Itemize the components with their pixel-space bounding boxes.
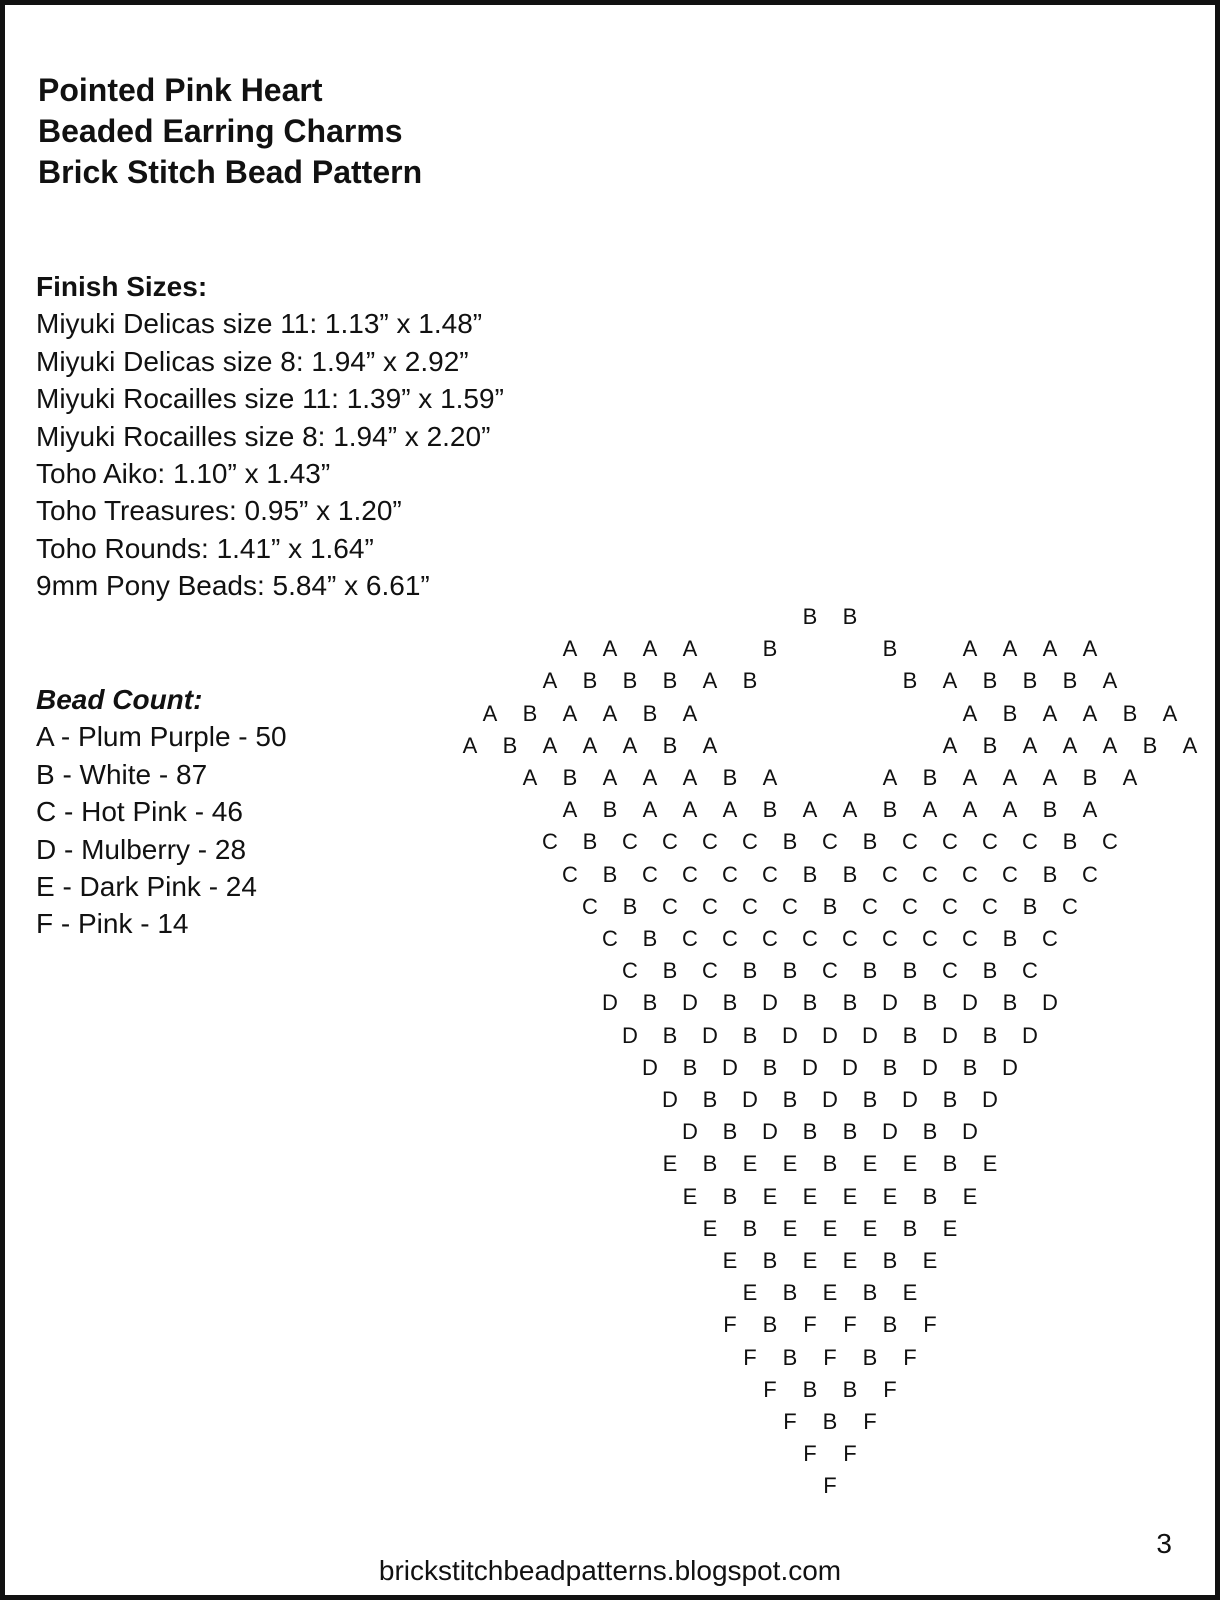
- bead-letter: A: [962, 636, 978, 662]
- bead-letter: B: [862, 829, 878, 855]
- bead-letter: D: [942, 1022, 958, 1048]
- bead-letter: A: [762, 765, 778, 790]
- bead-letter: C: [1102, 829, 1118, 855]
- bead-letter: A: [1122, 765, 1138, 790]
- bead-letter: E: [962, 1183, 978, 1209]
- bead-letter: A: [702, 668, 718, 694]
- bead-letter: E: [782, 1151, 798, 1177]
- bead-letter: A: [602, 700, 618, 726]
- bead-count-item: F - Pink - 14: [36, 908, 189, 940]
- bead-letter: B: [742, 668, 758, 694]
- bead-letter: D: [822, 1022, 838, 1048]
- bead-letter: C: [962, 926, 978, 951]
- bead-letter: A: [942, 732, 958, 758]
- bead-letter: C: [622, 958, 638, 984]
- bead-letter: C: [962, 861, 978, 887]
- bead-letter: D: [802, 1054, 818, 1080]
- bead-letter: D: [762, 990, 778, 1016]
- bead-letter: D: [1022, 1022, 1038, 1048]
- bead-letter: B: [742, 1215, 758, 1241]
- bead-letter: B: [1142, 732, 1158, 758]
- bead-letter: B: [1002, 700, 1018, 726]
- bead-letter: B: [1082, 765, 1098, 790]
- bead-letter: B: [862, 1344, 878, 1370]
- bead-letter: D: [702, 1022, 718, 1048]
- bead-letter: C: [1022, 829, 1038, 855]
- finish-size-item: Toho Aiko: 1.10” x 1.43”: [36, 458, 331, 490]
- bead-letter: B: [842, 861, 858, 887]
- bead-letter: E: [662, 1151, 678, 1177]
- bead-letter: D: [922, 1054, 938, 1080]
- bead-letter: B: [982, 732, 998, 758]
- bead-letter: C: [742, 829, 758, 855]
- bead-letter: C: [662, 893, 678, 919]
- bead-letter: B: [822, 1151, 838, 1177]
- page-number: 3: [1156, 1528, 1172, 1559]
- bead-letter: D: [962, 1119, 978, 1145]
- bead-letter: A: [482, 700, 498, 726]
- bead-letter: E: [802, 1248, 818, 1273]
- bead-letter: B: [882, 797, 898, 823]
- bead-letter: A: [642, 636, 658, 662]
- bead-letter: D: [762, 1119, 778, 1145]
- bead-letter: A: [1042, 636, 1058, 662]
- bead-letter: A: [562, 700, 578, 726]
- bead-letter: A: [542, 732, 558, 758]
- bead-letter: F: [923, 1312, 937, 1338]
- bead-letter: B: [642, 990, 658, 1016]
- bead-letter: D: [862, 1022, 878, 1048]
- bead-letter: B: [982, 958, 998, 984]
- bead-letter: F: [783, 1409, 797, 1434]
- bead-letter: B: [602, 861, 618, 887]
- bead-letter: C: [702, 829, 718, 855]
- bead-letter: B: [922, 1183, 938, 1209]
- bead-letter: B: [1122, 700, 1138, 726]
- bead-letter: B: [662, 958, 678, 984]
- bead-letter: D: [822, 1087, 838, 1112]
- bead-letter: A: [522, 765, 538, 790]
- bead-letter: E: [822, 1215, 838, 1241]
- bead-letter: A: [962, 700, 978, 726]
- bead-letter: C: [642, 861, 658, 887]
- bead-letter: B: [1022, 668, 1038, 694]
- finish-size-item: Toho Rounds: 1.41” x 1.64”: [36, 532, 374, 564]
- bead-letter: C: [842, 926, 858, 951]
- bead-letter: C: [1002, 861, 1018, 887]
- bead-letter: E: [902, 1151, 918, 1177]
- bead-letter: C: [1022, 958, 1038, 984]
- bead-letter: A: [842, 797, 858, 823]
- bead-letter: B: [942, 1151, 958, 1177]
- bead-letter: A: [682, 700, 698, 726]
- bead-letter: C: [822, 829, 838, 855]
- bead-letter: C: [662, 829, 678, 855]
- bead-letter: E: [822, 1280, 838, 1306]
- bead-letter: D: [742, 1087, 758, 1112]
- bead-letter: D: [662, 1087, 678, 1112]
- bead-letter: B: [842, 1119, 858, 1145]
- bead-letter: B: [782, 1344, 798, 1370]
- bead-letter: C: [922, 926, 938, 951]
- bead-letter: C: [742, 893, 758, 919]
- bead-letter: A: [1082, 636, 1098, 662]
- bead-letter: C: [942, 829, 958, 855]
- bead-letter: B: [762, 1248, 778, 1273]
- bead-letter: B: [982, 668, 998, 694]
- bead-letter: B: [582, 829, 598, 855]
- bead-letter: D: [602, 990, 618, 1016]
- bead-letter: B: [1062, 829, 1078, 855]
- bead-letter: C: [882, 926, 898, 951]
- bead-letter: C: [602, 926, 618, 951]
- bead-count-item: B - White - 87: [36, 758, 208, 790]
- bead-letter: B: [662, 732, 678, 758]
- bead-letter: D: [962, 990, 978, 1016]
- bead-letter: F: [763, 1376, 777, 1402]
- bead-letter: C: [1042, 926, 1058, 951]
- bead-letter: A: [682, 636, 698, 662]
- bead-letter: E: [762, 1183, 778, 1209]
- bead-letter: A: [682, 765, 698, 790]
- bead-letter: A: [962, 765, 978, 790]
- bead-letter: E: [722, 1248, 738, 1273]
- bead-letter: A: [1082, 797, 1098, 823]
- bead-letter: A: [542, 668, 558, 694]
- bead-letter: D: [882, 990, 898, 1016]
- bead-letter: B: [862, 1280, 878, 1306]
- bead-letter: E: [862, 1215, 878, 1241]
- bead-letter: B: [902, 958, 918, 984]
- bead-letter: F: [823, 1344, 837, 1370]
- bead-letter: C: [822, 958, 838, 984]
- bead-letter: A: [622, 732, 638, 758]
- bead-letter: A: [1022, 732, 1038, 758]
- bead-letter: A: [722, 797, 738, 823]
- title-line-1: Pointed Pink Heart: [38, 72, 323, 108]
- finish-size-item: Miyuki Delicas size 11: 1.13” x 1.48”: [36, 308, 483, 340]
- bead-letter: C: [722, 926, 738, 951]
- bead-letter: A: [562, 636, 578, 662]
- bead-letter: B: [1002, 926, 1018, 951]
- bead-letter: E: [982, 1151, 998, 1177]
- bead-letter: C: [622, 829, 638, 855]
- bead-letter: B: [782, 1087, 798, 1112]
- bead-letter: B: [722, 765, 738, 790]
- bead-count-heading: Bead Count:: [36, 684, 203, 715]
- bead-letter: B: [742, 1022, 758, 1048]
- bead-letter: B: [822, 1409, 838, 1434]
- bead-letter: B: [702, 1087, 718, 1112]
- bead-letter: B: [902, 1022, 918, 1048]
- bead-letter: B: [662, 668, 678, 694]
- bead-letter: D: [682, 990, 698, 1016]
- bead-letter: C: [902, 829, 918, 855]
- bead-letter: E: [942, 1215, 958, 1241]
- bead-letter: F: [803, 1441, 817, 1467]
- bead-letter: D: [682, 1119, 698, 1145]
- bead-letter: B: [662, 1022, 678, 1048]
- bead-letter: B: [842, 1376, 858, 1402]
- bead-letter: B: [622, 893, 638, 919]
- bead-letter: B: [722, 1183, 738, 1209]
- bead-letter: D: [1002, 1054, 1018, 1080]
- bead-letter: B: [502, 732, 518, 758]
- bead-letter: B: [722, 1119, 738, 1145]
- bead-letter: A: [1042, 765, 1058, 790]
- bead-letter: A: [882, 765, 898, 790]
- bead-letter: B: [742, 958, 758, 984]
- bead-letter: B: [862, 958, 878, 984]
- bead-letter: F: [803, 1312, 817, 1338]
- bead-letter: D: [1042, 990, 1058, 1016]
- finish-size-item: Miyuki Delicas size 8: 1.94” x 2.92”: [36, 345, 469, 377]
- bead-letter: C: [982, 829, 998, 855]
- bead-letter: B: [922, 765, 938, 790]
- bead-letter: B: [802, 1376, 818, 1402]
- bead-letter: A: [702, 732, 718, 758]
- bead-letter: C: [762, 861, 778, 887]
- bead-letter: F: [823, 1473, 837, 1499]
- bead-letter: B: [762, 797, 778, 823]
- bead-letter: E: [882, 1183, 898, 1209]
- bead-letter: C: [882, 861, 898, 887]
- bead-letter: A: [1082, 700, 1098, 726]
- bead-letter: A: [1042, 700, 1058, 726]
- title-line-3: Brick Stitch Bead Pattern: [38, 154, 423, 190]
- bead-letter: B: [622, 668, 638, 694]
- bead-letter: C: [922, 861, 938, 887]
- bead-letter: A: [562, 797, 578, 823]
- bead-letter: B: [582, 668, 598, 694]
- bead-letter: E: [742, 1280, 758, 1306]
- bead-letter: C: [702, 893, 718, 919]
- bead-letter: D: [982, 1087, 998, 1112]
- bead-letter: B: [882, 1054, 898, 1080]
- bead-letter: D: [842, 1054, 858, 1080]
- bead-letter: B: [802, 990, 818, 1016]
- bead-letter: B: [922, 990, 938, 1016]
- bead-letter: D: [882, 1119, 898, 1145]
- bead-letter: B: [802, 1119, 818, 1145]
- bead-letter: B: [802, 861, 818, 887]
- bead-letter: B: [782, 1280, 798, 1306]
- bead-letter: B: [842, 990, 858, 1016]
- bead-letter: E: [842, 1248, 858, 1273]
- bead-letter: A: [1102, 668, 1118, 694]
- bead-letter: B: [1042, 797, 1058, 823]
- bead-letter: C: [802, 926, 818, 951]
- bead-letter: E: [862, 1151, 878, 1177]
- bead-letter: A: [642, 797, 658, 823]
- bead-letter: B: [722, 990, 738, 1016]
- bead-letter: E: [902, 1280, 918, 1306]
- bead-letter: E: [802, 1183, 818, 1209]
- bead-letter: B: [882, 1248, 898, 1273]
- bead-letter: C: [682, 926, 698, 951]
- bead-count-item: A - Plum Purple - 50: [36, 721, 287, 753]
- bead-letter: C: [982, 893, 998, 919]
- bead-letter: C: [942, 958, 958, 984]
- bead-letter: A: [802, 797, 818, 823]
- bead-letter: A: [602, 765, 618, 790]
- bead-letter: D: [622, 1022, 638, 1048]
- bead-letter: B: [1002, 990, 1018, 1016]
- bead-letter: A: [942, 668, 958, 694]
- bead-letter: C: [682, 861, 698, 887]
- bead-letter: C: [862, 893, 878, 919]
- bead-letter: B: [882, 1312, 898, 1338]
- bead-letter: B: [882, 636, 898, 662]
- bead-letter: B: [642, 926, 658, 951]
- bead-letter: C: [942, 893, 958, 919]
- bead-letter: C: [702, 958, 718, 984]
- bead-letter: A: [1162, 700, 1178, 726]
- bead-letter: B: [802, 604, 818, 629]
- bead-letter: E: [702, 1215, 718, 1241]
- finish-size-item: Miyuki Rocailles size 8: 1.94” x 2.20”: [36, 420, 491, 452]
- bead-count-item: E - Dark Pink - 24: [36, 871, 257, 903]
- bead-letter: B: [562, 765, 578, 790]
- finish-size-item: Toho Treasures: 0.95” x 1.20”: [36, 495, 402, 527]
- bead-letter: C: [1082, 861, 1098, 887]
- bead-count-item: C - Hot Pink - 46: [36, 796, 243, 828]
- bead-count-item: D - Mulberry - 28: [36, 833, 247, 865]
- bead-letter: F: [863, 1409, 877, 1434]
- bead-letter: B: [1042, 861, 1058, 887]
- bead-letter: B: [762, 636, 778, 662]
- bead-letter: F: [843, 1312, 857, 1338]
- bead-letter: B: [842, 604, 858, 629]
- bead-letter: A: [1002, 797, 1018, 823]
- bead-letter: B: [902, 668, 918, 694]
- bead-letter: B: [1022, 893, 1038, 919]
- bead-letter: B: [1062, 668, 1078, 694]
- bead-letter: D: [722, 1054, 738, 1080]
- bead-letter: C: [542, 829, 558, 855]
- bead-letter: C: [722, 861, 738, 887]
- bead-letter: D: [782, 1022, 798, 1048]
- bead-letter: A: [1102, 732, 1118, 758]
- bead-letter: B: [942, 1087, 958, 1112]
- bead-letter: E: [842, 1183, 858, 1209]
- bead-letter: A: [1182, 732, 1198, 758]
- bead-letter: A: [962, 797, 978, 823]
- bead-letter: C: [582, 893, 598, 919]
- bead-letter: B: [862, 1087, 878, 1112]
- bead-letter: B: [702, 1151, 718, 1177]
- bead-letter: F: [883, 1376, 897, 1402]
- bead-letter: F: [743, 1344, 757, 1370]
- bead-letter: B: [922, 1119, 938, 1145]
- bead-letter: B: [682, 1054, 698, 1080]
- bead-letter: F: [723, 1312, 737, 1338]
- bead-letter: B: [982, 1022, 998, 1048]
- bead-letter: E: [742, 1151, 758, 1177]
- bead-letter: A: [1002, 636, 1018, 662]
- bead-letter: B: [642, 700, 658, 726]
- bead-letter: C: [762, 926, 778, 951]
- bead-letter: B: [822, 893, 838, 919]
- bead-letter: A: [582, 732, 598, 758]
- bead-letter: A: [602, 636, 618, 662]
- finish-sizes-heading: Finish Sizes:: [36, 271, 208, 302]
- bead-letter: B: [522, 700, 538, 726]
- bead-letter: A: [922, 797, 938, 823]
- bead-letter: A: [462, 732, 478, 758]
- bead-letter: E: [782, 1215, 798, 1241]
- finish-size-item: Miyuki Rocailles size 11: 1.39” x 1.59”: [36, 383, 504, 415]
- bead-letter: B: [962, 1054, 978, 1080]
- bead-letter: C: [782, 893, 798, 919]
- bead-letter: B: [762, 1054, 778, 1080]
- bead-letter: B: [782, 958, 798, 984]
- bead-letter: E: [682, 1183, 698, 1209]
- bead-letter: A: [1002, 765, 1018, 790]
- bead-letter: D: [902, 1087, 918, 1112]
- bead-letter: E: [922, 1248, 938, 1273]
- bead-letter: C: [902, 893, 918, 919]
- bead-letter: C: [562, 861, 578, 887]
- bead-letter: B: [762, 1312, 778, 1338]
- bead-letter: A: [1062, 732, 1078, 758]
- bead-letter: C: [1062, 893, 1078, 919]
- footer-url: brickstitchbeadpatterns.blogspot.com: [378, 1555, 842, 1586]
- bead-letter: B: [782, 829, 798, 855]
- bead-letter: B: [602, 797, 618, 823]
- title-line-2: Beaded Earring Charms: [38, 113, 403, 149]
- bead-letter: A: [642, 765, 658, 790]
- bead-letter: F: [843, 1441, 857, 1467]
- bead-letter: D: [642, 1054, 658, 1080]
- bead-letter: B: [902, 1215, 918, 1241]
- bead-letter: F: [903, 1344, 917, 1370]
- bead-letter: A: [682, 797, 698, 823]
- finish-size-item: 9mm Pony Beads: 5.84” x 6.61”: [36, 570, 430, 602]
